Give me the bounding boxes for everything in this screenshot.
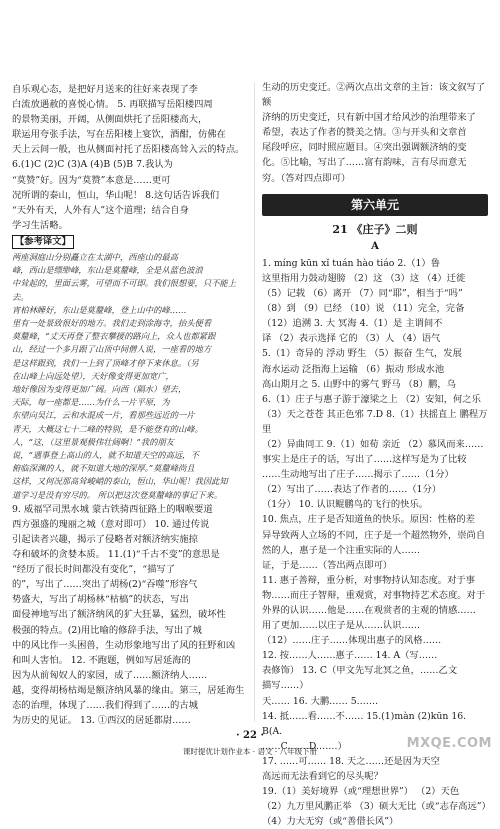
text-line: 高远而无法看到它的尽头呢？ (262, 771, 383, 783)
text-line: 在山峰上向远处望），天好像变得更加宽广， (12, 370, 174, 381)
text-line: 化。⑤比喻，写出了……富有韵味，言有尽而意无 (262, 157, 467, 169)
text-line: 物……而庄子智辩，重观赏，对事物持艺术态度。对于 (262, 589, 486, 601)
text-line: 尾段呼应，同时照应题目。④突出强调额济纳的变 (262, 142, 467, 154)
text-line: 势盛大，写出了胡杨林“枯槁”的状态，写出 (12, 594, 189, 606)
text-line: 中的风比作一头困兽，生动形象地写出了风的狂野和凶 (12, 639, 236, 651)
text-line: 6.（1）庄子与惠子游于濠梁之上 （2）安知，何之乐 (262, 393, 481, 405)
unit-title: 第六单元 (262, 194, 488, 216)
reference-translation-tag: 【参考译文】 (12, 235, 74, 249)
text-line: “天外有天，人外有人”这个道理；结合自身 (12, 204, 189, 216)
text-line: （2）九万里风鹏正举 （3）硕大无比（或“志存高远”） (262, 801, 491, 813)
left-column (12, 82, 246, 728)
text-line: 海水运动 泛指海上运输 （6）振动 形成水池 (262, 363, 445, 375)
right-answer-lines (262, 80, 488, 186)
text-line: 证，于是……（答出两点即可） (262, 559, 393, 571)
text-line: 面侵神地写出了额济纳风的犷大狂暴，猛烈，破坏性 (12, 609, 226, 621)
text-line: 12. 按……人……惠子…… 14. A（写…… (262, 650, 438, 662)
right-column (262, 80, 491, 829)
text-line: 俯临深渊的人，就不知道大地的深厚。”莫釐峰尚且 (12, 463, 195, 474)
text-line: 11. 惠子善辩，重分析，对事物持认知态度。对于事 (262, 574, 475, 586)
text-line: 高山期月之 5. 山野中的雾气 野马 （8）鹏，乌 (262, 378, 456, 390)
text-line: ……生动地写出了庄子……揭示了……（1分） (262, 469, 454, 481)
text-line: 译 （2）表示选择 它的 （3）人 （4）语气 (262, 333, 441, 345)
text-line: 引起读者兴趣，揭示了侵略者对额济纳实施掠 (12, 533, 198, 545)
text-line: 联运用夸张手法，写在岳阳楼上宴饮，酒酣，仿佛在 (12, 129, 226, 141)
text-line: 青天，大概这七十二峰的特别，是不能登有的山峰。 (12, 423, 203, 434)
text-line: 说，“遇事登上高山的人，就不知道天空的高远，不 (12, 449, 199, 460)
text-line: 5.（1）奇异的 浮动 野生 （5）振奋 生气，发展 (262, 348, 462, 360)
text-line: （2）异曲同工 9.（1）如荀 亲近 （2）慕风而来…… (262, 438, 484, 450)
text-line: 越，变得胡杨枯竭是额济纳风暴的缘由。第三，居延海生 (12, 684, 245, 696)
text-line: 学习生活略。 (12, 219, 68, 231)
text-line: （5）记载 （6）离开 （7）同“耶”，相当于“吗” (262, 288, 463, 300)
text-line: 天上云间一般，也从侧面衬托了岳阳楼高耸入云的特点。 (12, 144, 245, 156)
text-line: （4）力大无穷（或“善借长风”） (262, 816, 399, 828)
text-line: 宵柏林睡好，东山是莫釐峰，登上山中的峰…… (12, 304, 187, 315)
text-line: 1. míng kūn xǐ tuán hào tiáo 2.（1）鲁 (262, 257, 441, 269)
text-line: 然的人，惠子是一个注重实际的人…… (262, 544, 421, 556)
text-line: 中耸起的，里面云雾，可望而不可即。我们很想要，只不能上去。 (12, 278, 237, 302)
text-line: 10. 焦点，庄子是否知道鱼的快乐。原因：性格的差 (262, 514, 475, 526)
text-line: 事实上是庄子的话，写出了……这样写是为了比较 (262, 454, 467, 466)
text-line: 峰，西山是缥缈峰，东山是莫釐峰，全是从蓝色波浪 (12, 265, 203, 276)
text-line: 生动的历史变迁。②两次点出文章的主旨：该文叙写了额 (262, 82, 486, 109)
text-line: 里有一处景致很好的地方。我们走到涂海寺，抬头便看 (12, 317, 212, 328)
text-line: 东望向吴江，云和水混成一片，看那些远近的一片 (12, 410, 195, 421)
text-line: 地好像因为变得更加广阔。向西（隔水）望去， (12, 383, 187, 394)
reference-translation (12, 251, 246, 502)
text-line: ……C.……D.……） (262, 740, 347, 752)
text-line: 和叫人害怕。 12. 不跑题，例如写居延海的 (12, 654, 191, 666)
text-line: 况所谓的泰山，恒山，华山呢！ 8.这句话告诉我们 (12, 189, 220, 201)
text-line: （12）追溯 3. 大 冥海 4.（1）是 主谓间不 (262, 318, 443, 330)
text-line: 19.（1）美好境界（或“理想世界”） （2）天色 (262, 786, 460, 798)
text-line: 济纳的历史变迁，只有新中国才给风沙的治理带来了 (262, 112, 476, 124)
text-line: 穷。（答对四点即可） (262, 172, 351, 184)
text-line: 莫釐峰，“丈天再登了整衣攀援的路向上，众人也都紧跟 (12, 331, 216, 342)
text-line: （12）……庄子……体现出惠子的风格…… (262, 635, 442, 647)
column-divider (254, 82, 255, 722)
text-line: 这样，又何况那高耸峻峭的泰山，恒山，华山呢！我因此知 (12, 476, 228, 487)
text-line: 6.(1)C (2)C (3)A (4)B (5)B 7.我认为 (12, 159, 173, 171)
text-line: 的景物美丽，开阔，从侧面烘托了岳阳楼高大， (12, 114, 208, 126)
text-line: 自乐观心态，是把好月送来的往好来表现了李 (12, 84, 198, 95)
text-line: 17. ……可…… 18. 天之……还是因为天空 (262, 755, 440, 767)
text-line: 这里指用力鼓动翅膀 （2）这 （3）这 （4）迁徙 (262, 272, 466, 284)
text-line: 14. 抵……看……不…… 15.(1)màn (2)kūn 16. B(A. (262, 710, 467, 737)
text-line: （2）写出了……表达了作者的……（1分） (262, 484, 442, 496)
text-line: 两座洞庭山分别矗立在太湖中，西座山的最高 (12, 251, 178, 262)
text-line: 道学习是没有穷尽的。 所以把这次登莫釐峰的事记下来。 (12, 489, 223, 500)
text-line: 的”，写出了……突出了胡杨(2)“吞噬”形容气 (12, 579, 198, 591)
text-line: （1分） 10. 认识鲲鹏鸟的飞行的快乐。 (262, 499, 429, 511)
text-line: 表修饰） 13. C（甲文先写北冥之鱼，……乙文 (262, 665, 458, 677)
text-line: （3）天之苍苍 其正色邪 7.D 8.（1）扶摇直上 鹏程万里 (262, 408, 488, 435)
text-line: 西方强盛的瑰丽之城（意对即可） 10. 通过传说 (12, 518, 210, 530)
text-line: 夺和破坏的贪婪本质。 11.(1)“千古不变”的意思是 (12, 549, 220, 561)
text-line: 希望，表达了作者的赞美之情。③与开头和文章首 (262, 127, 467, 139)
page-number: · 22 · (236, 730, 264, 741)
text-line: 山，经过一个多月跟了山顶中间僧人说，一座看的地方 (12, 344, 212, 355)
text-line: 白流放遇赦的喜悦心情。 5. 再联描写岳阳楼四周 (12, 99, 213, 111)
text-line: 天…… 16. 大鹏…… 5.…… (262, 695, 379, 707)
text-line: 态的治理，体现了……我们得到了……的古城 (12, 700, 198, 712)
text-line: 天际，每一座都是……为什么一片平原，为 (12, 397, 170, 408)
text-line: （8）到 （9）已经 （10）说 （11）完全，完备 (262, 303, 465, 315)
text-line: 外界的认识……他是……在观赏者的主观的情感…… (262, 605, 476, 616)
left-answer-lines-2 (12, 502, 246, 728)
text-line: 为历史的见证。 13. ①西汉的居延都尉…… (12, 715, 191, 727)
text-line: 9. 威福罕司黑水城 蒙古铁骑西征路上的咽喉要道 (12, 503, 213, 515)
text-line: 是这样跟到，我们一上到了顶峰才停下来休息。（另 (12, 357, 199, 368)
text-line: 描写……） (262, 680, 309, 692)
text-line: 因为从前匈奴人的家园，成了……额济纳人…… (12, 669, 208, 681)
book-title: 课时提优计划作业本 · 语文 · 八年级下册 (182, 747, 318, 756)
text-line: 极强的特点。(2)用比喻的修辞手法，写出了城 (12, 624, 202, 636)
left-answer-lines (12, 82, 246, 233)
lesson-title: 21 《庄子》二则 (332, 222, 418, 236)
watermark-logo: MXQE.COM (406, 736, 492, 751)
text-line: 异导致两人立场的不同，庄子是一个超然物外，崇尚自 (262, 529, 486, 541)
text-line: “经历了很长时间都没有变化”，“描写了 (12, 564, 176, 576)
text-line: 用了更加……以庄子是从……认识…… (262, 620, 421, 632)
section-label: A (371, 240, 379, 252)
text-line: “莫赞”好。因为“莫赞”本意是……更可 (12, 174, 171, 186)
text-line: 人，“这，（这里景观极伟壮阔啊！”我的朋友 (12, 436, 174, 447)
